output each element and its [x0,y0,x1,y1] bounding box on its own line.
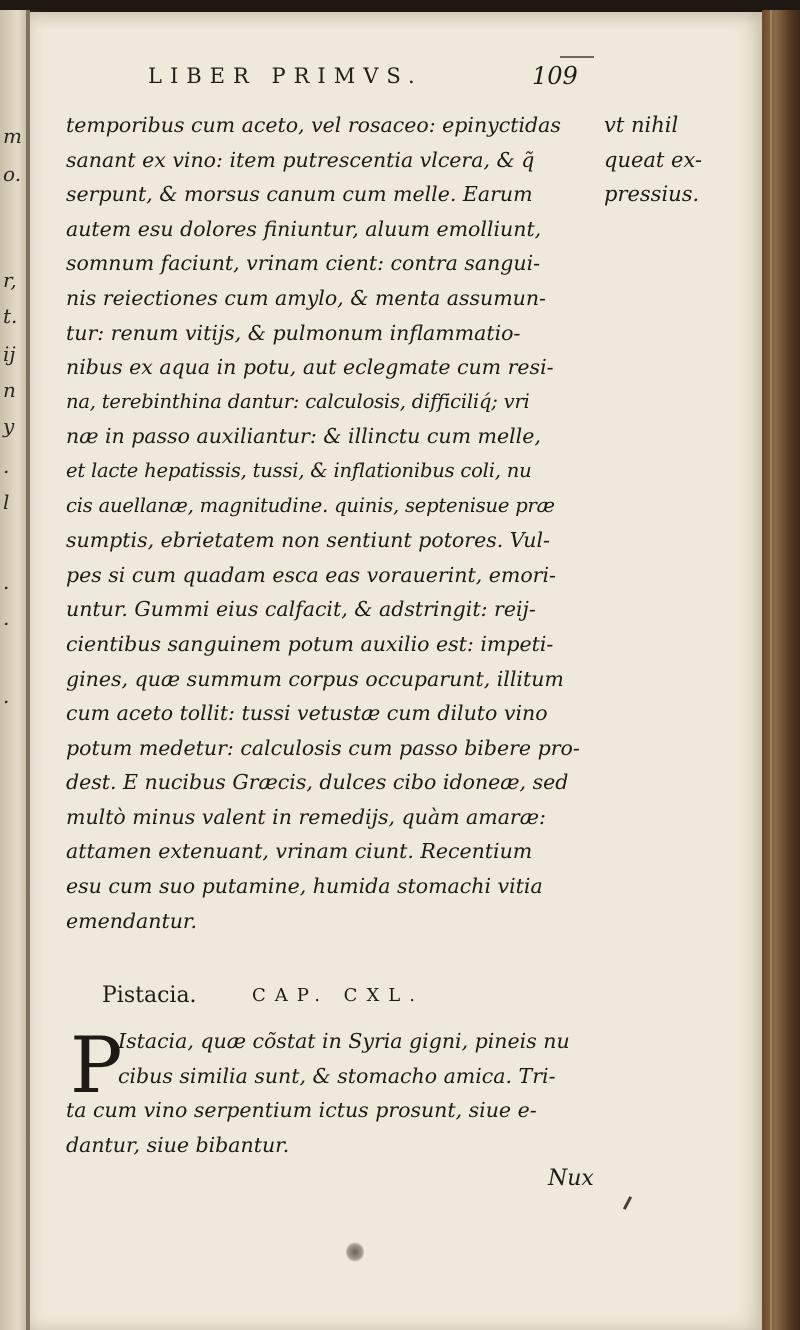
facing-char: n [3,378,16,402]
text-line: tur: renum vitijs, & pulmonum inflammatio- [66,320,521,345]
catchword: Nux [548,1166,594,1191]
facing-char: . [3,570,10,594]
facing-char: . [3,684,10,708]
running-head: LIBER PRIMVS. [148,64,423,88]
chapter-text-block [66,1021,626,1162]
text-line: serpunt, & morsus canum cum melle. Earum [66,182,533,207]
text-line: pes si cum quadam esca eas vorauerint, emori- [66,562,556,587]
text-line: temporibus cum aceto, vel rosaceo: epinyctidas [66,113,561,137]
text-line: attamen extenuant, vrinam ciunt. Recentium [66,839,533,864]
text-line: emendantur. [66,908,197,933]
facing-char: m [3,124,22,148]
text-line: multò minus valent in remedijs, quàm amaræ: [66,804,546,829]
facing-char: . [3,606,10,630]
text-line: sanant ex vino: item putrescentia vlcera, & q̃ [66,147,535,172]
text-line: cibus similia sunt, & stomacho amica. Tri- [118,1063,556,1088]
book-fore-edge [762,10,800,1330]
margin-note-line: queat ex- [604,147,703,172]
text-line: cum aceto tollit: tussi vetustæ cum diluto vino [66,701,548,726]
text-line: næ in passo auxiliantur: & illinctu cum melle, [66,424,541,449]
text-line: Istacia, quæ cõstat in Syria gigni, pineis nu [118,1029,570,1053]
chapter-number: CAP. CXL. [252,985,424,1006]
text-line: nibus ex aqua in potu, aut eclegmate cum resi- [66,355,554,380]
facing-char: t. [3,304,18,328]
text-line: dest. E nucibus Græcis, dulces cibo idoneæ, sed [66,770,569,795]
facing-char: l [3,490,10,514]
chapter-title: Pistacia. [102,983,197,1008]
text-line: esu cum suo putamine, humida stomachi vitia [66,874,543,899]
page-header [148,64,628,100]
facing-char: o. [3,162,22,186]
text-line: dantur, siue bibantur. [66,1132,290,1157]
facing-char: r, [3,268,17,292]
text-line: somnum faciunt, vrinam cient: contra sangui- [66,251,541,276]
text-line: cis auellanæ, magnitudine. quinis, septenisue præ [66,493,555,517]
main-text-block [66,108,606,938]
text-line: na, terebinthina dantur: calculosis, difficiliq́; vri [66,389,530,413]
facing-char: y [3,414,15,438]
text-line: ta cum vino serpentium ictus prosunt, siue e- [66,1098,537,1123]
marginal-note [604,108,744,212]
text-line: nis reiectiones cum amylo, & menta assumun- [66,285,546,310]
page-number: 109 [532,62,578,90]
chapter-heading [102,983,542,1019]
text-line: sumptis, ebrietatem non sentiunt potores. Vul- [66,528,550,553]
text-line: potum medetur: calculosis cum passo bibere pro- [66,735,580,760]
facing-char: ij [3,342,16,366]
text-line: et lacte hepatissis, tussi, & inflationibus coli, nu [66,458,532,482]
ink-smudge [346,1242,364,1262]
margin-note-line: vt nihil [604,113,679,137]
text-line: untur. Gummi eius calfacit, & adstringit: reij- [66,597,536,622]
drop-capital: P [70,1021,123,1111]
text-line: gines, quæ summum corpus occuparunt, illitum [66,666,564,691]
page-number-rule [560,56,594,58]
text-line: autem esu dolores finiuntur, aluum emolliunt, [66,216,542,241]
facing-char: . [3,454,10,478]
margin-note-line: pressius. [604,182,700,207]
text-line: cientibus sanguinem potum auxilio est: impeti- [66,631,554,656]
